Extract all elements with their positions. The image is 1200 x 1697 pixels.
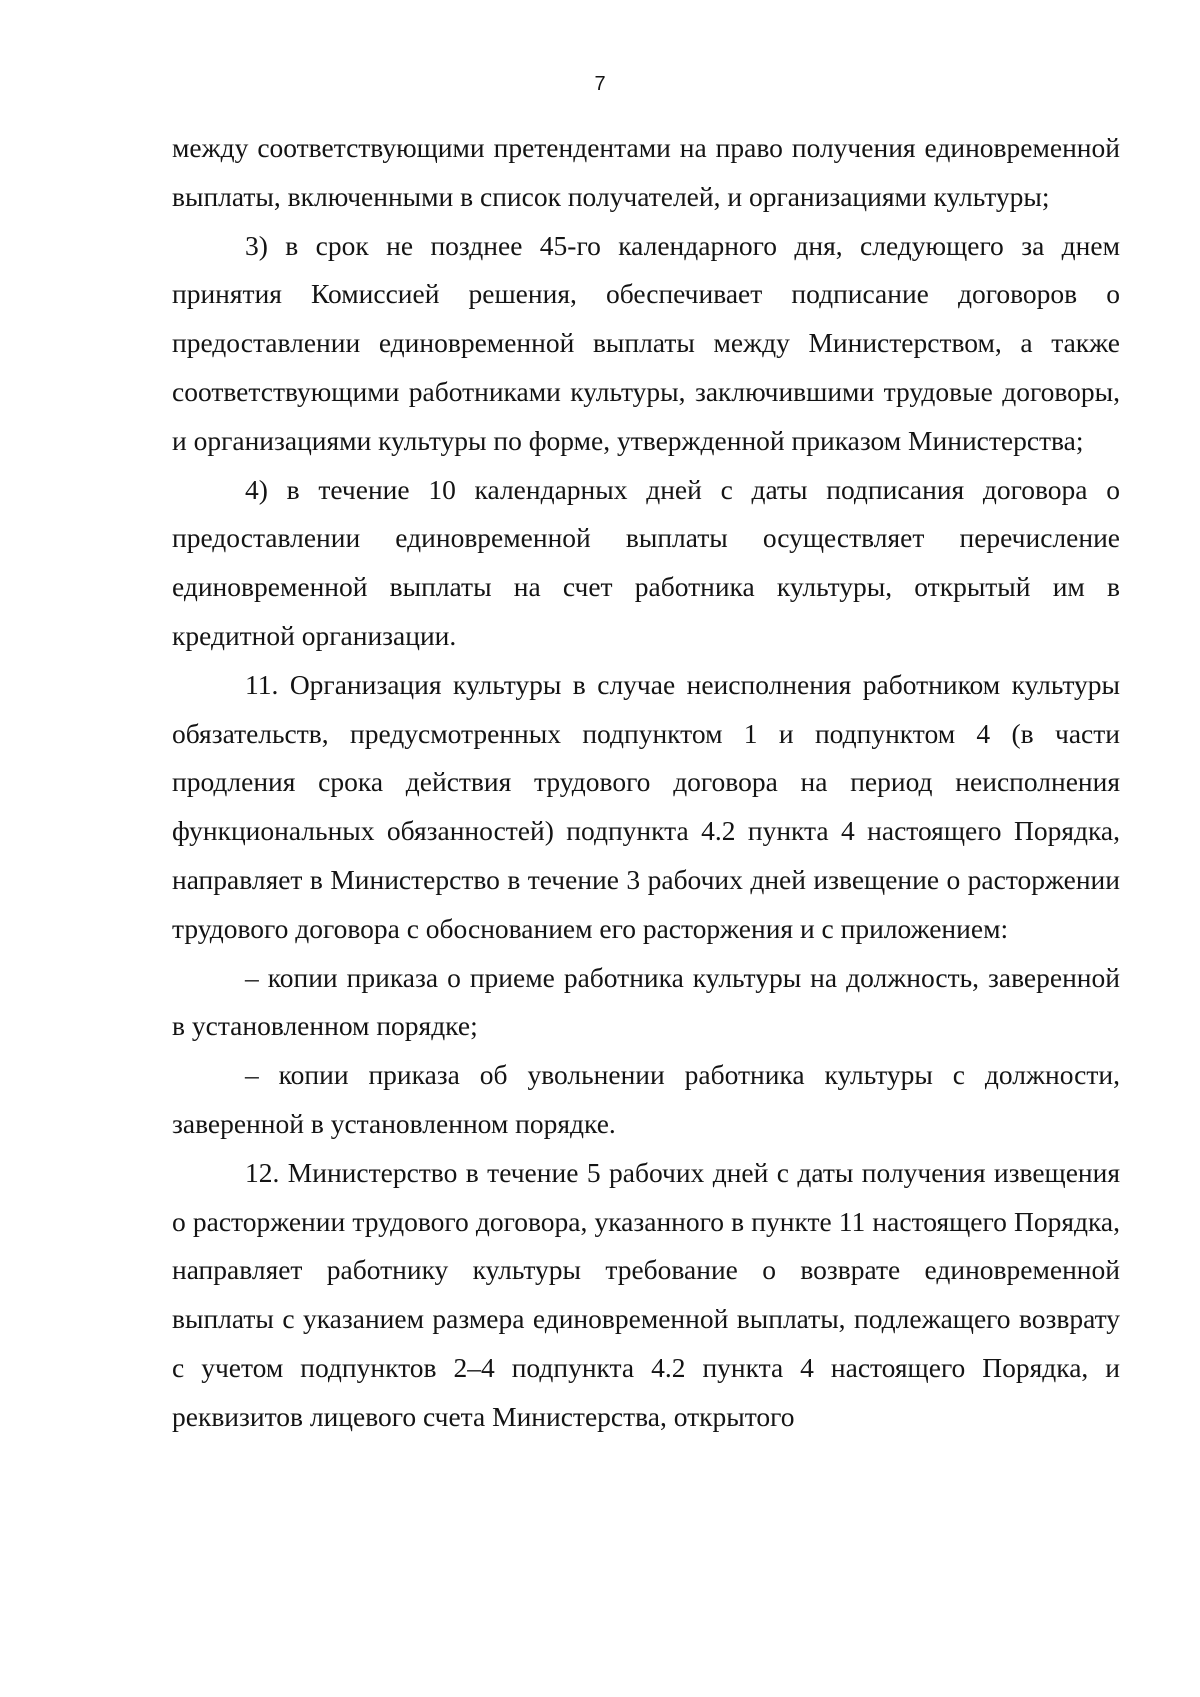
page-number: 7 <box>594 73 606 95</box>
paragraph-item-11: 11. Организация культуры в случае неисполнения работником культуры обязательств, предусмотренных подпунктом 1 и подпунктом 4 (в части продления срока действия трудового договора на период неисполнения функциональных обязанностей) подпункта 4.2 пункта 4 настоящего Порядка, направляет в Министерство в течение 3 рабочих дней извещение о расторжении трудового договора с обоснованием его расторжения и с приложением: <box>172 668 1120 944</box>
paragraph-continuation: между соответствующими претендентами на право получения единовременной выплаты, включенными в список получателей, и организациями культуры; <box>172 132 1120 212</box>
paragraph-list-item-dismissal-order: – копии приказа об увольнении работника культуры с должности, заверенной в установленном порядке. <box>172 1059 1120 1139</box>
paragraph-list-item-hire-order: – копии приказа о приеме работника культуры на должность, заверенной в установленном порядке; <box>172 961 1120 1042</box>
paragraph-subitem-3: 3) в срок не позднее 45-го календарного дня, следующего за днем принятия Комиссией решения, обеспечивает подписание договоров о предоставлении единовременной выплаты между Министерством, а также соответствующими работниками культуры, заключившими трудовые договоры, и организациями культуры по форме, утвержденной приказом Министерства; <box>172 229 1120 456</box>
paragraph-subitem-4: 4) в течение 10 календарных дней с даты подписания договора о предоставлении единовременной выплаты осуществляет перечисление единовременной выплаты на счет работника культуры, открытый им в кредитной организации. <box>172 473 1120 651</box>
document-body <box>172 124 1120 1442</box>
paragraph-item-12: 12. Министерство в течение 5 рабочих дней с даты получения извещения о расторжении трудового договора, указанного в пункте 11 настоящего Порядка, направляет работнику культуры требование о возврате единовременной выплаты с указанием размера единовременной выплаты, подлежащего возврату с учетом подпунктов 2–4 подпункта 4.2 пункта 4 настоящего Порядка, и реквизитов лицевого счета Министерства, открытого <box>172 1156 1120 1432</box>
